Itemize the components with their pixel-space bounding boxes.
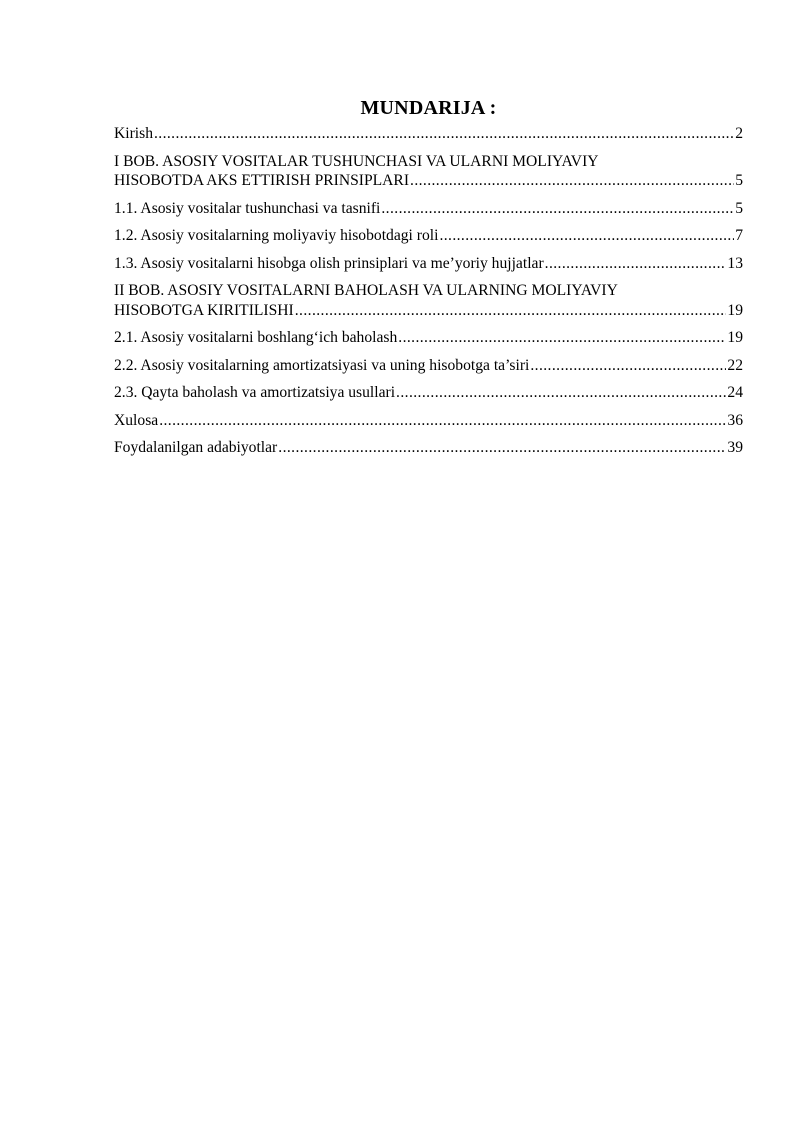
toc-entry[interactable] bbox=[114, 199, 743, 219]
toc-line bbox=[114, 356, 743, 376]
toc-entry[interactable] bbox=[114, 383, 743, 403]
toc-entry-label: 1.3. Asosiy vositalarni hisobga olish prinsiplari va me’yoriy hujjatlar bbox=[114, 254, 544, 272]
toc-page-number: 36 bbox=[727, 411, 743, 429]
toc-entry[interactable] bbox=[114, 281, 743, 320]
toc-entry-label: 1.2. Asosiy vositalarning moliyaviy hisobotdagi roli bbox=[114, 227, 439, 244]
toc-line bbox=[114, 254, 743, 274]
toc-entry-label: 1.1. Asosiy vositalar tushunchasi va tasnifi bbox=[114, 199, 381, 217]
toc-page-number: 24 bbox=[727, 384, 743, 401]
dot-leader bbox=[295, 301, 727, 321]
toc-entry[interactable] bbox=[114, 124, 743, 144]
toc-entry[interactable] bbox=[114, 438, 743, 458]
dot-leader bbox=[159, 411, 726, 431]
dot-leader bbox=[545, 254, 727, 274]
toc-entry[interactable] bbox=[114, 226, 743, 246]
toc-line bbox=[114, 438, 743, 458]
toc-entry-label: Xulosa bbox=[114, 411, 159, 429]
toc-entry[interactable] bbox=[114, 254, 743, 274]
toc-line bbox=[114, 411, 743, 431]
table-of-contents bbox=[114, 124, 743, 458]
dot-leader bbox=[278, 438, 726, 458]
toc-page-number: 13 bbox=[727, 254, 743, 272]
toc-entry[interactable] bbox=[114, 152, 743, 191]
toc-line bbox=[114, 171, 743, 191]
toc-line bbox=[114, 328, 743, 348]
toc-entry[interactable] bbox=[114, 411, 743, 431]
toc-entry-label: HISOBOTGA KIRITILISHI bbox=[114, 301, 294, 319]
dot-leader bbox=[154, 124, 734, 144]
dot-leader bbox=[530, 356, 726, 376]
dot-leader bbox=[398, 328, 726, 348]
toc-page-number: 5 bbox=[735, 172, 743, 189]
dot-leader bbox=[381, 199, 734, 219]
toc-entry-label: 2.2. Asosiy vositalarning amortizatsiyasi va uning hisobotga ta’siri bbox=[114, 356, 530, 374]
toc-entry[interactable] bbox=[114, 328, 743, 348]
toc-entry-heading-line: II BOB. ASOSIY VOSITALARNI BAHOLASH VA ULARNING MOLIYAVIY bbox=[114, 282, 618, 299]
dot-leader bbox=[396, 383, 726, 403]
toc-entry-label: Foydalanilgan adabiyotlar bbox=[114, 439, 278, 456]
document-page bbox=[114, 94, 743, 466]
toc-page-number: 2 bbox=[735, 125, 743, 142]
toc-page-number: 19 bbox=[727, 301, 743, 319]
toc-page-number: 22 bbox=[727, 356, 743, 374]
toc-entry-label: Kirish bbox=[114, 125, 153, 142]
toc-line bbox=[114, 226, 743, 246]
toc-entry-label: 2.3. Qayta baholash va amortizatsiya usullari bbox=[114, 384, 396, 401]
dot-leader bbox=[439, 226, 734, 246]
dot-leader bbox=[410, 171, 734, 191]
toc-entry[interactable] bbox=[114, 356, 743, 376]
toc-line bbox=[114, 124, 743, 144]
toc-line bbox=[114, 301, 743, 321]
toc-page-number: 5 bbox=[735, 199, 743, 217]
toc-page-number: 39 bbox=[727, 439, 743, 456]
toc-entry-label: 2.1. Asosiy vositalarni boshlang‘ich baholash bbox=[114, 329, 398, 346]
toc-page-number: 7 bbox=[735, 227, 743, 244]
toc-title: MUNDARIJA : bbox=[360, 97, 497, 119]
toc-entry-heading-line: I BOB. ASOSIY VOSITALAR TUSHUNCHASI VA ULARNI MOLIYAVIY bbox=[114, 152, 599, 170]
toc-entry-label: HISOBOTDA AKS ETTIRISH PRINSIPLARI bbox=[114, 172, 410, 189]
toc-page-number: 19 bbox=[727, 329, 743, 346]
toc-line bbox=[114, 199, 743, 219]
toc-line bbox=[114, 383, 743, 403]
